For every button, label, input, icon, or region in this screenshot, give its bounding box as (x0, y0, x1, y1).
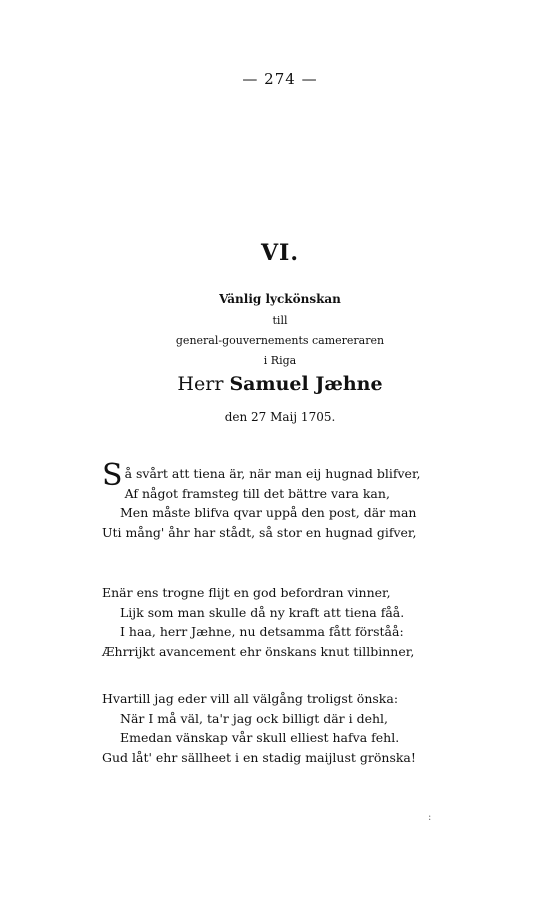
stanza-3 (102, 689, 462, 767)
poem-line: Gud låt' ehr sällheet i en stadig maijlust grönska! (102, 749, 416, 765)
poem-line: Så svårt att tiena är, när man eij hugnad blifver, (102, 458, 421, 493)
poem-title: Vänlig lyckönskan (219, 292, 341, 306)
poem-line: I haa, herr Jæhne, nu detsamma fått förståå: (120, 624, 404, 639)
poem-line: Æhrrijkt avancement ehr önskans knut tillbinner, (102, 643, 415, 659)
dedication-name (0, 373, 560, 395)
name-text: Samuel Jæhne (229, 373, 383, 395)
poem-line: Men måste blifva qvar uppå den post, där man (120, 505, 417, 520)
poem-line: Hvartill jag eder vill all välgång troligst önska: (102, 691, 399, 706)
poem-date: den 27 Maij 1705. (224, 410, 336, 424)
poem-line: Emedan vänskap vår skull elliest hafva fehl. (120, 730, 400, 745)
dedication-till: till (272, 314, 288, 327)
poem-line: Lijk som man skulle då ny kraft att tiena fåå. (120, 604, 405, 620)
page-number: — 274 — (242, 70, 318, 88)
poem-number: VI. (260, 240, 300, 266)
poem-line: Enär ens trogne flijt en god befordran vinner, (102, 585, 391, 600)
margin-mark: : (428, 812, 432, 823)
poem-line: Af något framsteg till det bättre vara kan, (124, 485, 390, 501)
stanza-1 (102, 458, 462, 542)
drop-cap: S (102, 458, 123, 493)
dedication-place: i Riga (263, 354, 297, 367)
dedication-role: general-gouvernements camereraren (175, 334, 385, 347)
poem-line: När I må väl, ta'r jag ock billigt där i dehl, (120, 710, 389, 726)
name-prefix: Herr (177, 373, 224, 395)
stanza-2 (102, 583, 462, 661)
poem-line: Uti mång' åhr har stådt, så stor en hugnad gifver, (102, 524, 417, 540)
